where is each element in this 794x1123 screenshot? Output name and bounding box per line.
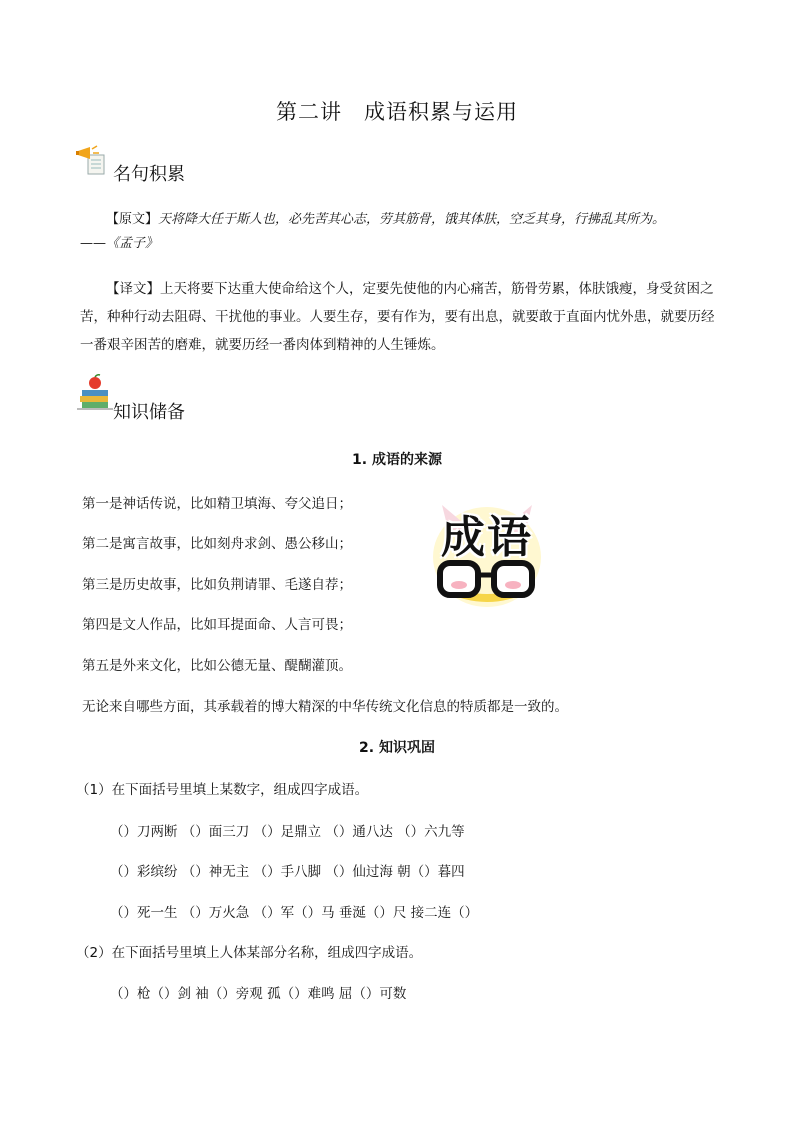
question-1: （1）在下面括号里填上某数字，组成四字成语。	[76, 782, 369, 798]
origin-item-5: 第五是外来文化，比如公德无量、醍醐灌顶。	[82, 658, 352, 674]
origin-item-1: 第一是神话传说，比如精卫填海、夸父追日；	[82, 496, 352, 512]
translation-text	[80, 275, 720, 359]
origin-item-4: 第四是文人作品，比如耳提面命、人言可畏；	[82, 617, 352, 633]
megaphone-icon	[76, 143, 112, 177]
page-title: 第二讲 成语积累与运用	[276, 100, 518, 124]
quote-source: ——《孟子》	[80, 236, 159, 251]
subheading-origin: 1. 成语的来源	[352, 452, 442, 468]
translation-body: 上天将要下达重大使命给这个人，定要先使他的内心痛苦，筋骨劳累，体肤饿瘦，身受贫困之苦，种种行动去阻碍、干扰他的事业。人要生存，要有作为，要有出息，就要敢于直面内忧外患，就要历经一番艰辛困苦的磨难，就要历经一番肉体到精神的人生锤炼。	[80, 281, 715, 353]
origin-item-3: 第三是历史故事，比如负荆请罪、毛遂自荐；	[82, 577, 352, 593]
original-tag: 【原文】	[106, 212, 159, 227]
original-quote: 天将降大任于斯人也，必先苦其心志，劳其筋骨，饿其体肤，空乏其身，行拂乱其所为。	[158, 212, 666, 227]
origin-item-2: 第二是寓言故事，比如刻舟求剑、愚公移山；	[82, 536, 352, 552]
books-apple-icon	[76, 374, 114, 412]
origin-summary: 无论来自哪些方面，其承载着的博大精深的中华传统文化信息的特质都是一致的。	[82, 699, 568, 715]
translation-tag: 【译文】	[106, 281, 160, 297]
original-text	[106, 206, 665, 234]
section-heading-knowledge: 知识储备	[113, 402, 185, 423]
q2-line-1: （）枪（）剑 袖（）旁观 孤（）难鸣 屈（）可数	[110, 986, 407, 1002]
idiom-glasses-illustration	[428, 497, 546, 609]
q1-line-1: （）刀两断 （）面三刀 （）足鼎立 （）通八达 （）六九等	[110, 824, 465, 840]
q1-line-2: （）彩缤纷 （）神无主 （）手八脚 （）仙过海 朝（）暮四	[110, 864, 465, 880]
q1-line-3: （）死一生 （）万火急 （）军（）马 垂涎（）尺 接二连（）	[110, 905, 479, 921]
question-2: （2）在下面括号里填上人体某部分名称，组成四字成语。	[76, 945, 423, 961]
section-heading-famous-quotes: 名句积累	[113, 164, 185, 185]
subheading-consolidation: 2. 知识巩固	[359, 740, 435, 756]
idiom-art-text: 成语	[441, 512, 533, 563]
